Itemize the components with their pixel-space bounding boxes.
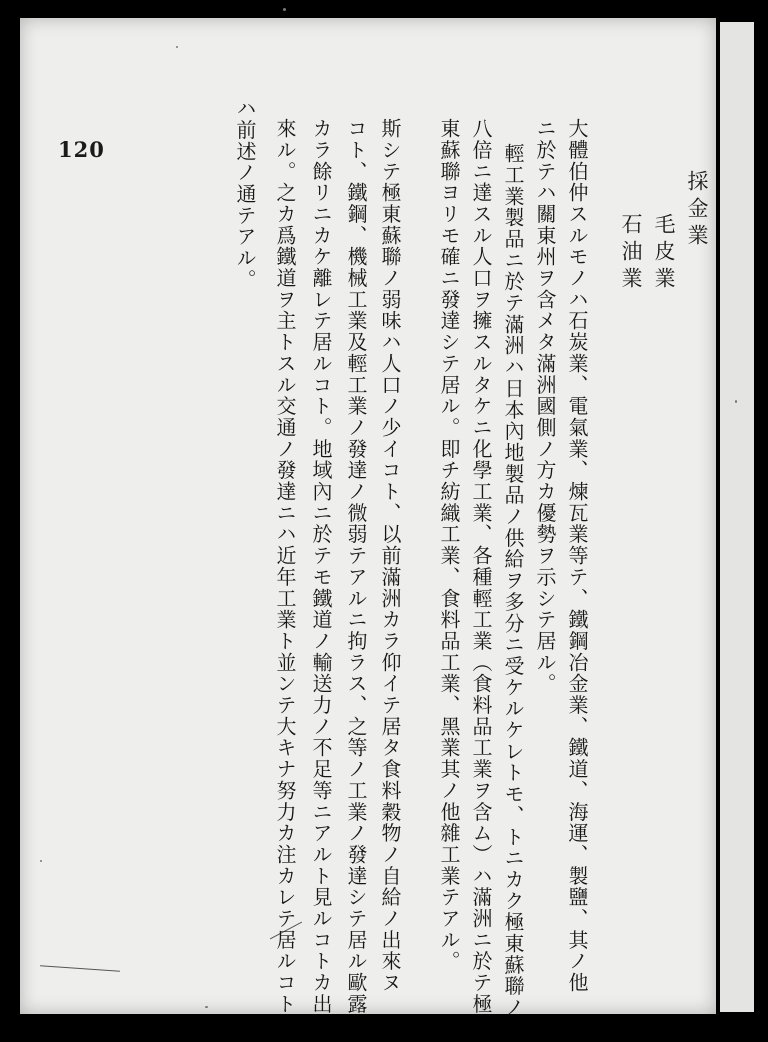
body-line: 東蘇聯ヨリモ確ニ發達シテ居ル。即チ紡織工業、食料品工業、黑業其ノ他雜工業テアル。 <box>437 118 461 972</box>
body-line: ニ於テハ關東州ヲ含メタ滿洲國側ノ方カ優勢ヲ示シテ居ル。 <box>533 118 557 695</box>
scan-speck <box>40 860 42 862</box>
body-line: 八倍ニ達スル人口ヲ擁スルタケニ化學工業、各種輕工業（食料品工業ヲ含ム）ハ滿洲ニ於テ極 <box>469 118 493 1015</box>
list-item: 採金業 <box>685 170 709 251</box>
list-item: 毛皮業 <box>652 213 676 294</box>
body-line: カラ餘リニカケ離レテ居ルコト。地域內ニ於テモ鐵道ノ輸送力ノ不足等ニアルト見ルコトカ出 <box>309 118 333 1015</box>
body-line: ハ前述ノ通テアル。 <box>233 98 257 291</box>
scan-speck <box>176 46 178 48</box>
scan-speck <box>283 8 286 11</box>
adjacent-page-edge <box>720 22 754 1012</box>
scan-speck <box>205 1006 208 1008</box>
body-line: コト、鐵鋼、機械工業及輕工業ノ發達ノ微弱テアルニ拘ラス、之等ノ工業ノ發達シテ居ル歐露 <box>344 118 368 1015</box>
body-line: 來ル。之カ爲鐵道ヲ主トスル交通ノ發達ニハ近年工業ト並ンテ大キナ努力カ注カレテ居ルコト <box>273 118 297 1015</box>
page-number: 120 <box>58 137 105 162</box>
list-item: 石油業 <box>619 213 643 294</box>
body-line: 大體伯仲スルモノハ石炭業、電氣業、煉瓦業等テ、鐵鋼冶金業、鐵道、海運、製鹽、其ノ他 <box>565 118 589 994</box>
body-line: 輕工業製品ニ於テ滿洲ハ日本內地製品ノ供給ヲ多分ニ受ケルケレトモ、トニカク極東蘇聯ノ <box>501 143 525 1019</box>
body-line: 斯シテ極東蘇聯ノ弱味ハ人口ノ少イコト、以前滿洲カラ仰イテ居タ食料穀物ノ自給ノ出來ヌ <box>378 118 402 994</box>
scan-speck <box>735 400 737 403</box>
document-page <box>20 18 716 1014</box>
